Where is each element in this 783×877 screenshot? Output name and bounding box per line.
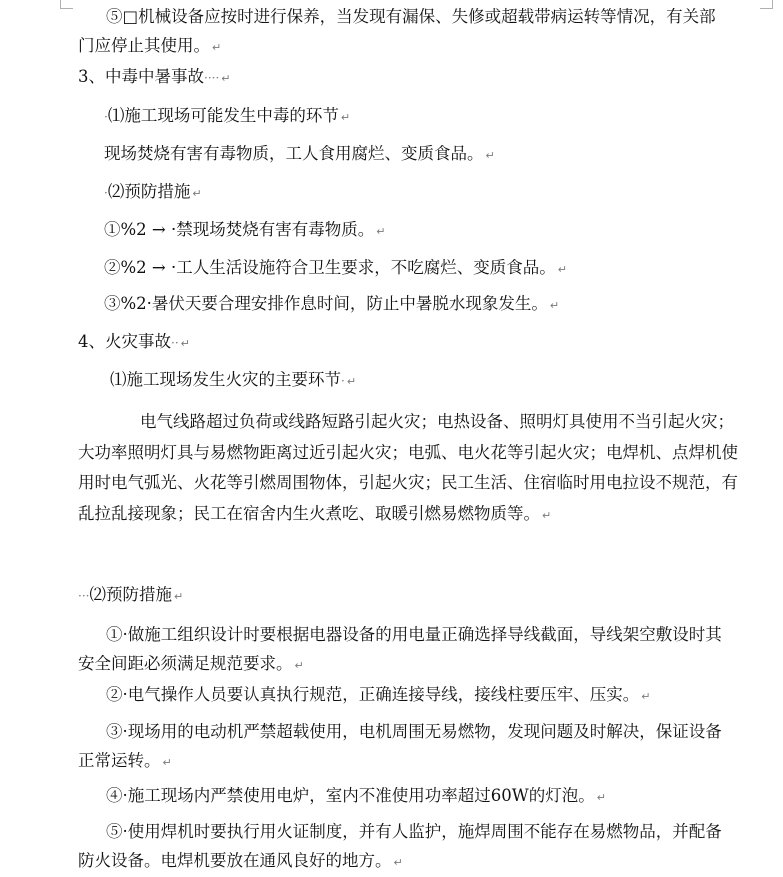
paragraph-return-mark: ↵: [180, 337, 190, 350]
paragraph-return-mark: ↵: [173, 590, 184, 603]
paragraph-return-mark: ↵: [162, 756, 172, 769]
list-item-fire-prevention-1: [78, 620, 738, 680]
paragraph-return-mark: ↵: [221, 72, 231, 85]
heading-text: 3、中毒中暑事故: [78, 67, 204, 86]
paragraph-return-mark: ↵: [596, 791, 606, 804]
heading-text: 4、火灾事故: [78, 332, 171, 351]
subheading-poisoning-links: [104, 101, 350, 132]
list-item-prevention-2: [104, 253, 567, 284]
paragraph-return-mark: ↵: [192, 187, 202, 200]
paragraph-fire-causes: [78, 407, 738, 531]
subheading-text: ⑴施工现场可能发生中毒的环节: [107, 106, 339, 125]
subheading-fire-prevention: [78, 580, 183, 611]
margin-corner-mark: [760, 0, 773, 9]
paragraph-text: ⑤□机械设备应按时进行保养，当发现有漏保、失修或超载带病运转等情况，有关部门应停止其使用。: [78, 7, 716, 55]
paragraph-return-mark: ↵: [549, 299, 560, 312]
list-item-text: ①%2 → ·禁现场焚烧有害有毒物质。: [104, 220, 375, 239]
list-item-text: ②%2 → ·工人生活设施符合卫生要求，不吃腐烂、变质食品。: [104, 258, 556, 277]
whitespace-dots: ····: [204, 71, 220, 85]
whitespace-dots: ·: [341, 374, 345, 388]
paragraph-return-mark: ↵: [294, 659, 304, 672]
margin-corner-mark: [60, 0, 73, 9]
list-item-fire-prevention-3: [78, 717, 738, 777]
subheading-fire-links: [110, 365, 356, 396]
list-item-prevention-3: [104, 289, 559, 320]
paragraph-return-mark: ↵: [346, 375, 357, 388]
paragraph-return-mark: ↵: [557, 263, 567, 276]
paragraph-text: 现场焚烧有害有毒物质，工人食用腐烂、变质食品。: [104, 144, 484, 163]
section-heading-fire: [78, 327, 190, 358]
section-heading-poisoning: [78, 62, 230, 93]
paragraph-return-mark: ↵: [212, 41, 222, 54]
paragraph-text: 电气线路超过负荷或线路短路引起火灾；电热设备、照明灯具使用不当引起火灾；大功率照明灯具与易燃物距离过近引起火灾；电弧、电火花等引起火灾；电焊机、点焊机使用时电气弧光、火花等引燃周围物体，引起火灾；民工生活、住宿临时用电拉设不规范，有乱拉乱接现象；民工在宿舍内生火煮吃、取暖引燃易燃物质等。: [78, 412, 738, 523]
list-item-text: ③·现场用的电动机严禁超载使用，电机周围无易燃物，发现问题及时解决，保证设备正常运转。: [78, 722, 722, 770]
paragraph-return-mark: ↵: [340, 111, 351, 124]
subheading-text: ⑵预防措施: [89, 585, 172, 604]
paragraph-machine-maintenance: [78, 2, 728, 62]
subheading-text: ⑴施工现场发生火灾的主要环节: [110, 370, 341, 389]
paragraph-return-mark: ↵: [542, 508, 552, 522]
subheading-poisoning-prevention: [104, 177, 202, 208]
paragraph-return-mark: ↵: [376, 225, 386, 238]
whitespace-dots: ·: [104, 186, 108, 200]
paragraph-return-mark: ↵: [641, 690, 651, 703]
paragraph-return-mark: ↵: [485, 149, 495, 162]
list-item-fire-prevention-4: [78, 781, 738, 812]
list-item-text: ①·做施工组织设计时要根据电器设备的用电量正确选择导线截面，导线架空敷设时其安全间距必须满足规范要求。: [78, 625, 722, 673]
whitespace-dots: ·: [104, 110, 108, 124]
paragraph-return-mark: ↵: [393, 856, 403, 869]
list-item-text: ③%2·暑伏天要合理安排作息时间，防止中暑脱水现象发生。: [104, 294, 548, 313]
list-item-fire-prevention-5: [78, 817, 738, 877]
list-item-fire-prevention-2: [78, 680, 738, 711]
list-item-text: ⑤·使用焊机时要执行用火证制度，并有人监护，施焊周围不能存在易燃物品，并配备防火设备。电焊机要放在通风良好的地方。: [78, 822, 722, 870]
subheading-text: ⑵预防措施: [107, 182, 191, 201]
paragraph-poisoning-causes: [104, 139, 495, 170]
list-item-text: ②·电气操作人员要认真执行规范，正确连接导线，接线柱要压牢、压实。: [106, 685, 640, 704]
list-item-prevention-1: [104, 215, 385, 246]
whitespace-dots: ··: [171, 336, 179, 350]
list-item-text: ④·施工现场内严禁使用电炉，室内不准使用功率超过60W的灯泡。: [106, 786, 595, 805]
whitespace-dots: ···: [78, 589, 90, 603]
